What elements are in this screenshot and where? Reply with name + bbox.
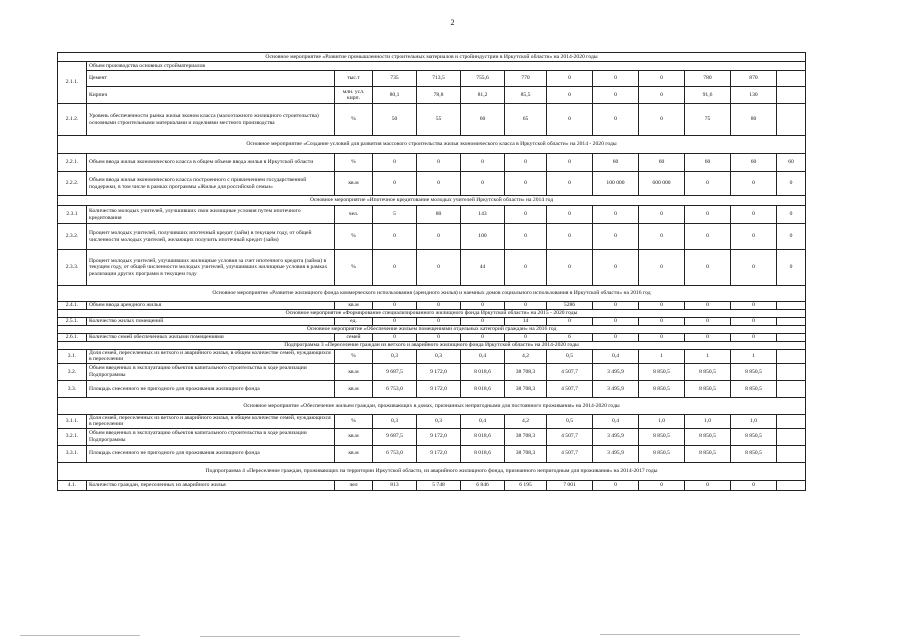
- value-cell: 4 507,7: [547, 445, 593, 462]
- value-cell: 0: [731, 172, 777, 196]
- value-cell: 0: [731, 334, 777, 342]
- row-code: 2.5.1.: [58, 318, 87, 326]
- value-cell: 0: [731, 318, 777, 326]
- value-cell: 143: [461, 206, 505, 224]
- table-row: [58, 154, 806, 172]
- value-cell: 65: [505, 104, 547, 136]
- value-cell: 0: [731, 302, 777, 310]
- value-cell: 38 708,3: [505, 380, 547, 397]
- table-row: [58, 350, 806, 364]
- value-cell: 8 850,5: [685, 445, 731, 462]
- empty-cell: [777, 104, 806, 136]
- value-cell: 3 495,9: [593, 380, 639, 397]
- value-cell: 0: [639, 71, 685, 87]
- value-cell: 0: [639, 302, 685, 310]
- value-cell: 0: [593, 480, 639, 490]
- indicator-name: Доля семей, переселенных из ветхого и аварийного жилья, в общем количестве семей, нуждающихся в переселении: [87, 414, 335, 428]
- value-cell: 780: [685, 71, 731, 87]
- indicator-name: Процент молодых учителей, улучшивших жилищные условия за счет ипотечного кредита (займа) в текущем году, от общей численности молодых учителей, улучшивших жилищные условия в рамках реализации других программ в текущем году: [87, 250, 335, 286]
- value-cell: 0: [417, 302, 461, 310]
- value-cell: 0: [777, 250, 806, 286]
- table-row: [58, 302, 806, 310]
- indicator-name: Цемент: [87, 71, 335, 87]
- table-row: [58, 224, 806, 250]
- value-cell: 0: [685, 206, 731, 224]
- value-cell: 0: [417, 172, 461, 196]
- value-cell: 8 850,5: [639, 428, 685, 445]
- empty-cell: [777, 334, 806, 342]
- value-cell: 0: [461, 172, 505, 196]
- unit-cell: %: [335, 224, 373, 250]
- value-cell: 0: [417, 250, 461, 286]
- empty-cell: [777, 445, 806, 462]
- value-cell: 8 850,5: [685, 363, 731, 380]
- value-cell: 8 018,6: [461, 445, 505, 462]
- value-cell: 0: [593, 71, 639, 87]
- value-cell: 813: [373, 480, 417, 490]
- unit-cell: кв.м: [335, 302, 373, 310]
- row-code: 2.3.3.: [58, 250, 87, 286]
- indicator-name: Объем введенных в эксплуатацию объектов капитального строительства в ходе реализации Подпрограммы: [87, 363, 335, 380]
- row-code: 2.1.1.: [58, 62, 87, 104]
- value-cell: 80: [731, 104, 777, 136]
- indicator-name: Площадь снесенного не пригодного для проживания жилищного фонда: [87, 380, 335, 397]
- value-cell: 0: [731, 480, 777, 490]
- value-cell: 80: [417, 206, 461, 224]
- value-cell: 50: [373, 104, 417, 136]
- unit-cell: %: [335, 350, 373, 364]
- value-cell: 0,4: [461, 414, 505, 428]
- value-cell: 0: [639, 318, 685, 326]
- value-cell: 0: [685, 250, 731, 286]
- table-row: [58, 250, 806, 286]
- value-cell: 8 850,5: [685, 380, 731, 397]
- value-cell: 0: [461, 334, 505, 342]
- value-cell: 0: [417, 224, 461, 250]
- section-title: Основное мероприятие «Развитие жилищного фонда коммерческого использования (арендного жилья) и наемных домов социального использования в Иркутской области» на 2016 год: [58, 286, 806, 302]
- value-cell: 9 172,0: [417, 445, 461, 462]
- value-cell: 0: [731, 224, 777, 250]
- row-code: 2.6.1.: [58, 334, 87, 342]
- value-cell: 8 850,5: [731, 380, 777, 397]
- value-cell: 0: [639, 206, 685, 224]
- value-cell: 6: [547, 334, 593, 342]
- empty-cell: [777, 318, 806, 326]
- value-cell: 38 708,3: [505, 428, 547, 445]
- value-cell: 0: [505, 172, 547, 196]
- indicator-name: Уровень обеспеченности рынка жилья эконом класса (малоэтажного жилищного строительства) основными строительными материалами и изделиями местного производства: [87, 104, 335, 136]
- unit-cell: тыс.т: [335, 71, 373, 87]
- value-cell: 8 018,6: [461, 428, 505, 445]
- value-cell: 100 000: [593, 172, 639, 196]
- row-code: 2.1.2.: [58, 104, 87, 136]
- value-cell: 0: [639, 104, 685, 136]
- value-cell: 6 846: [461, 480, 505, 490]
- value-cell: 75: [685, 104, 731, 136]
- value-cell: 0: [373, 302, 417, 310]
- section-title: Основное мероприятие «Обеспечение жильем граждан, проживающих в домах, признанных непригодными для постоянного проживания» на 2014-2020 годы: [58, 397, 806, 414]
- table-row: [58, 206, 806, 224]
- value-cell: 9 687,5: [373, 363, 417, 380]
- unit-cell: %: [335, 414, 373, 428]
- value-cell: 0: [639, 480, 685, 490]
- section-row: [58, 342, 806, 350]
- value-cell: 0: [547, 154, 593, 172]
- section-row: [58, 136, 806, 154]
- unit-cell: кв.м: [335, 445, 373, 462]
- value-cell: 0: [731, 206, 777, 224]
- value-cell: 0: [731, 250, 777, 286]
- value-cell: 0: [777, 206, 806, 224]
- value-cell: 0: [373, 250, 417, 286]
- section-row: [58, 53, 806, 62]
- value-cell: 9 172,0: [417, 363, 461, 380]
- value-cell: 1,0: [685, 414, 731, 428]
- indicator-name: Кирпич: [87, 87, 335, 104]
- page-number: 2: [450, 18, 455, 27]
- value-cell: 0: [547, 71, 593, 87]
- value-cell: 6 195: [505, 480, 547, 490]
- value-cell: 8 850,5: [639, 445, 685, 462]
- value-cell: 1: [685, 350, 731, 364]
- unit-cell: %: [335, 250, 373, 286]
- value-cell: 0: [373, 224, 417, 250]
- value-cell: 0: [593, 250, 639, 286]
- value-cell: 0,3: [373, 414, 417, 428]
- value-cell: 735: [373, 71, 417, 87]
- value-cell: 5: [373, 206, 417, 224]
- row-code: 4.1.: [58, 480, 87, 490]
- indicator-name: Объем ввода жилья экономического класса построенного с привлечением государственной поддержки, в том числе в рамках программы «Жилье для российской семьи»: [87, 172, 335, 196]
- value-cell: 0: [505, 302, 547, 310]
- value-cell: 0: [373, 318, 417, 326]
- value-cell: 9 172,0: [417, 428, 461, 445]
- value-cell: 0: [505, 154, 547, 172]
- table-body: [58, 53, 806, 491]
- value-cell: 130: [731, 87, 777, 104]
- value-cell: 0: [593, 224, 639, 250]
- value-cell: 0: [639, 250, 685, 286]
- value-cell: 0: [417, 154, 461, 172]
- table-row: [58, 428, 806, 445]
- value-cell: 0: [593, 302, 639, 310]
- indicator-name: Объем ввода арендного жилья: [87, 302, 335, 310]
- empty-cell: [777, 350, 806, 364]
- value-cell: 0: [373, 154, 417, 172]
- value-cell: 0: [505, 334, 547, 342]
- value-cell: 81,2: [461, 87, 505, 104]
- value-cell: 0: [777, 172, 806, 196]
- row-code: 3.2.1.: [58, 428, 87, 445]
- section-title: Основное мероприятие «Развитие промышленности строительных материалов и стройиндустрии в Иркутской области» на 2014-2020 годы: [58, 53, 806, 62]
- table-row: [58, 318, 806, 326]
- section-row: [58, 462, 806, 480]
- value-cell: 0: [593, 104, 639, 136]
- indicator-name: Объем введенных в эксплуатацию объектов капитального строительства в ходе реализации Подпрограммы: [87, 428, 335, 445]
- value-cell: 0: [547, 104, 593, 136]
- value-cell: 0: [685, 224, 731, 250]
- table-row: [58, 363, 806, 380]
- value-cell: 8 018,6: [461, 380, 505, 397]
- value-cell: 0: [505, 224, 547, 250]
- value-cell: 3 495,9: [593, 445, 639, 462]
- value-cell: 8 850,5: [731, 363, 777, 380]
- value-cell: 60: [685, 154, 731, 172]
- value-cell: 4 507,7: [547, 363, 593, 380]
- value-cell: 3 495,9: [593, 428, 639, 445]
- value-cell: 0: [505, 250, 547, 286]
- value-cell: 0,3: [373, 350, 417, 364]
- table-row: [58, 445, 806, 462]
- value-cell: 0: [685, 318, 731, 326]
- value-cell: 0: [685, 302, 731, 310]
- value-cell: 1: [639, 350, 685, 364]
- value-cell: 0: [547, 87, 593, 104]
- value-cell: 0,3: [417, 350, 461, 364]
- section-row: [58, 196, 806, 206]
- table-row: [58, 172, 806, 196]
- value-cell: 8 018,6: [461, 363, 505, 380]
- table-row: [58, 71, 806, 87]
- value-cell: 0: [777, 224, 806, 250]
- row-code: 2.3.1: [58, 206, 87, 224]
- value-cell: 770: [505, 71, 547, 87]
- value-cell: 0,3: [417, 414, 461, 428]
- table-row: [58, 480, 806, 490]
- unit-cell: кв.м: [335, 172, 373, 196]
- row-code: 3.3.: [58, 380, 87, 397]
- value-cell: 8 850,5: [639, 380, 685, 397]
- value-cell: 0: [547, 172, 593, 196]
- group-title: Объем производства основных стройматериалов: [87, 62, 806, 71]
- value-cell: 91,6: [685, 87, 731, 104]
- value-cell: 755,6: [461, 71, 505, 87]
- indicators-table: [57, 52, 806, 491]
- value-cell: 0: [373, 172, 417, 196]
- value-cell: 5286: [547, 302, 593, 310]
- empty-cell: [777, 71, 806, 87]
- unit-cell: кв.м: [335, 363, 373, 380]
- indicator-name: Количество семей обеспеченных жилыми помещениями: [87, 334, 335, 342]
- value-cell: 0,5: [547, 414, 593, 428]
- value-cell: 60: [639, 154, 685, 172]
- value-cell: 9 687,5: [373, 428, 417, 445]
- row-code: 3.3.1.: [58, 445, 87, 462]
- value-cell: 0: [593, 318, 639, 326]
- unit-cell: %: [335, 154, 373, 172]
- value-cell: 1: [731, 350, 777, 364]
- indicator-name: Количество жилых помещений: [87, 318, 335, 326]
- value-cell: 0: [685, 334, 731, 342]
- value-cell: 0: [417, 318, 461, 326]
- table-row: [58, 414, 806, 428]
- value-cell: 0,4: [593, 350, 639, 364]
- value-cell: 14: [505, 318, 547, 326]
- scan-noise: [0, 632, 905, 640]
- indicator-name: Доля семей, переселенных из ветхого и аварийного жилья, в общем количестве семей, нуждающихся в переселении: [87, 350, 335, 364]
- value-cell: 38 708,3: [505, 363, 547, 380]
- indicator-name: Количество молодых учителей, улучшивших свои жилищные условия путем ипотечного кредитования: [87, 206, 335, 224]
- empty-cell: [777, 380, 806, 397]
- value-cell: 8 850,5: [639, 363, 685, 380]
- value-cell: 0: [639, 224, 685, 250]
- value-cell: 0: [547, 250, 593, 286]
- value-cell: 78,8: [417, 87, 461, 104]
- indicator-name: Площадь снесенного не пригодного для проживания жилищного фонда: [87, 445, 335, 462]
- value-cell: 8 850,5: [731, 428, 777, 445]
- empty-cell: [777, 87, 806, 104]
- value-cell: 55: [417, 104, 461, 136]
- row-code: 2.2.1.: [58, 154, 87, 172]
- value-cell: 713,5: [417, 71, 461, 87]
- value-cell: 4,2: [505, 350, 547, 364]
- empty-cell: [777, 363, 806, 380]
- value-cell: 0: [547, 318, 593, 326]
- row-code: 3.2.: [58, 363, 87, 380]
- unit-cell: кв.м: [335, 380, 373, 397]
- empty-cell: [777, 414, 806, 428]
- value-cell: 6 753,0: [373, 445, 417, 462]
- section-title: Основное мероприятие «Ипотечное кредитование молодых учителей Иркутской области» на 2014 год: [58, 196, 806, 206]
- unit-cell: млн. усл. кирп.: [335, 87, 373, 104]
- unit-cell: чел: [335, 480, 373, 490]
- value-cell: 0: [639, 334, 685, 342]
- value-cell: 8 850,5: [685, 428, 731, 445]
- value-cell: 60: [593, 154, 639, 172]
- value-cell: 0,4: [593, 414, 639, 428]
- value-cell: 60: [777, 154, 806, 172]
- section-title: Подпрограмма 4 «Переселение граждан, проживающих на территории Иркутской области, из аварийного жилищного фонда, признанного непригодным для проживания» на 2014-2017 годы: [58, 462, 806, 480]
- indicator-name: Количество граждан, переселенных из аварийного жилья: [87, 480, 335, 490]
- value-cell: 1,0: [731, 414, 777, 428]
- value-cell: 0: [417, 334, 461, 342]
- value-cell: 100: [461, 224, 505, 250]
- indicator-name: Объем ввода жилья экономического класса в общем объеме ввода жилья в Иркутской области: [87, 154, 335, 172]
- value-cell: 0: [461, 302, 505, 310]
- section-row: [58, 326, 806, 334]
- row-code: 2.4.1.: [58, 302, 87, 310]
- table-row: [58, 380, 806, 397]
- value-cell: 0: [685, 172, 731, 196]
- value-cell: 0: [373, 334, 417, 342]
- section-title: Основное мероприятие «Обеспечение жильем помещениями отдельных категорий граждан» на 2016 год: [58, 326, 806, 334]
- section-title: Основное мероприятие «Создание условий для развития массового строительства жилья экономического класса в Иркутской области» на 2014 - 2020 годы: [58, 136, 806, 154]
- value-cell: 80,1: [373, 87, 417, 104]
- value-cell: 1,0: [639, 414, 685, 428]
- value-cell: 0: [593, 87, 639, 104]
- value-cell: 600 000: [639, 172, 685, 196]
- section-row: [58, 286, 806, 302]
- value-cell: 0,4: [461, 350, 505, 364]
- value-cell: 0: [593, 334, 639, 342]
- value-cell: 60: [461, 104, 505, 136]
- unit-cell: чел.: [335, 206, 373, 224]
- section-row: [58, 397, 806, 414]
- value-cell: 4 507,7: [547, 428, 593, 445]
- table-row: [58, 334, 806, 342]
- row-code: 2.3.2.: [58, 224, 87, 250]
- section-title: Подпрограмма 3 «Переселение граждан из ветхого и аварийного жилищного фонда Иркутской области» на 2014-2020 годы: [58, 342, 806, 350]
- value-cell: 870: [731, 71, 777, 87]
- table-row: [58, 62, 806, 71]
- value-cell: 8 850,5: [731, 445, 777, 462]
- value-cell: 0: [685, 480, 731, 490]
- indicator-name: Процент молодых учителей, получивших ипотечный кредит (займ) в текущем году, от общей численности молодых учителей, желающих получить ипотечный кредит (займ): [87, 224, 335, 250]
- section-title: Основное мероприятие «Формирование специализированного жилищного фонда Иркутской области» на 2015 - 2020 годы: [58, 310, 806, 318]
- value-cell: 6 753,0: [373, 380, 417, 397]
- unit-cell: ед.: [335, 318, 373, 326]
- value-cell: 0: [461, 318, 505, 326]
- empty-cell: [777, 302, 806, 310]
- value-cell: 9 172,0: [417, 380, 461, 397]
- value-cell: 5 748: [417, 480, 461, 490]
- value-cell: 0: [505, 206, 547, 224]
- value-cell: 38 708,3: [505, 445, 547, 462]
- value-cell: 60: [731, 154, 777, 172]
- value-cell: 0: [593, 206, 639, 224]
- value-cell: 85,5: [505, 87, 547, 104]
- value-cell: 3 495,9: [593, 363, 639, 380]
- value-cell: 0,5: [547, 350, 593, 364]
- table-row: [58, 104, 806, 136]
- table-row: [58, 87, 806, 104]
- value-cell: 4,2: [505, 414, 547, 428]
- row-code: 3.1.1.: [58, 414, 87, 428]
- value-cell: 0: [461, 154, 505, 172]
- section-row: [58, 310, 806, 318]
- value-cell: 4 507,7: [547, 380, 593, 397]
- value-cell: 44: [461, 250, 505, 286]
- empty-cell: [777, 428, 806, 445]
- unit-cell: %: [335, 104, 373, 136]
- row-code: 2.2.2.: [58, 172, 87, 196]
- value-cell: 0: [547, 224, 593, 250]
- value-cell: 7 001: [547, 480, 593, 490]
- unit-cell: семей: [335, 334, 373, 342]
- value-cell: 0: [639, 87, 685, 104]
- value-cell: 0: [547, 206, 593, 224]
- empty-cell: [777, 480, 806, 490]
- row-code: 3.1.: [58, 350, 87, 364]
- unit-cell: кв.м: [335, 428, 373, 445]
